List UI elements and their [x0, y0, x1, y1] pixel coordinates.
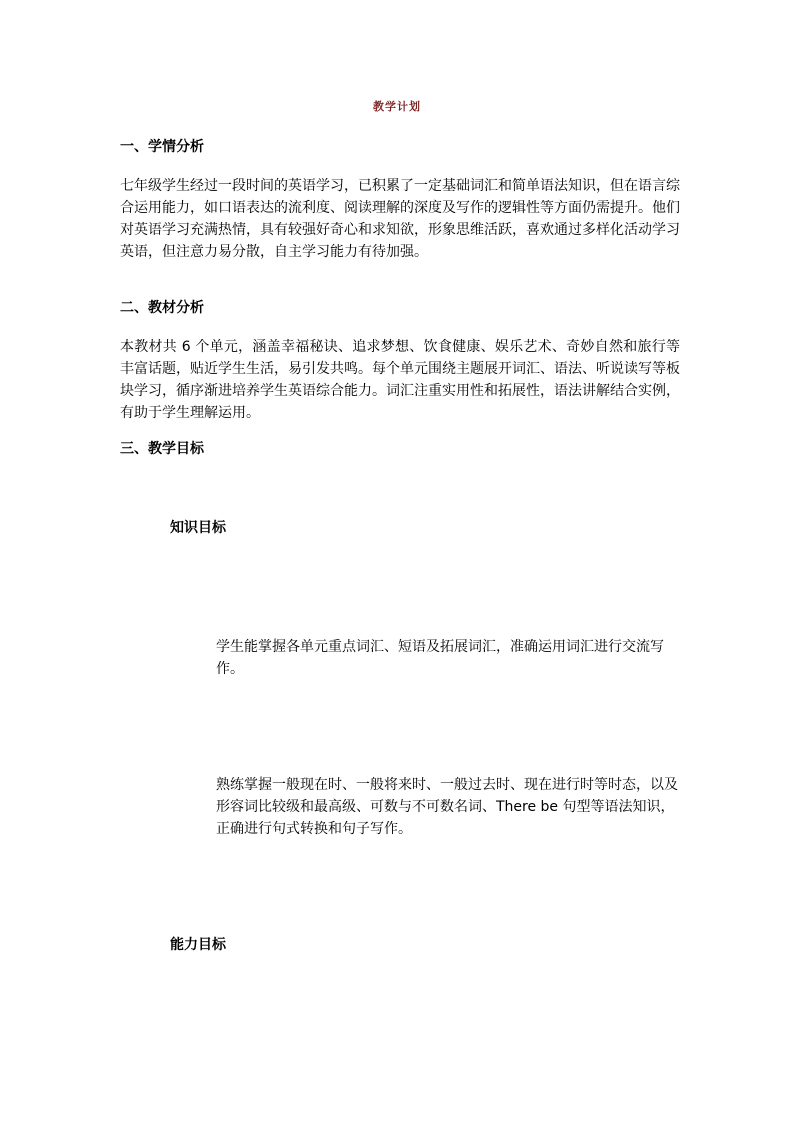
knowledge-goal-vocabulary: 学生能掌握各单元重点词汇、短语及拓展词汇，准确运用词汇进行交流写作。: [216, 639, 664, 677]
section-heading-textbook-analysis: 二、教材分析: [120, 300, 204, 316]
subheading-ability-goals: 能力目标: [170, 937, 226, 953]
section-heading-teaching-goals: 三、教学目标: [120, 441, 204, 457]
section-heading-learning-analysis: 一、学情分析: [120, 139, 204, 155]
document-title: 教学计划: [373, 100, 421, 113]
section-paragraph-learning-analysis: 七年级学生经过一段时间的英语学习，已积累了一定基础词汇和简单语法知识，但在语言综合运用能力，如口语表达的流利度、阅读理解的深度及写作的逻辑性等方面仍需提升。他们对英语学习充满热情，具有较强好奇心和求知欲，形象思维活跃，喜欢通过多样化活动学习英语，但注意力易分散，自主学习能力有待加强。: [120, 178, 680, 260]
subheading-knowledge-goals: 知识目标: [170, 520, 226, 536]
knowledge-goal-grammar: 熟练掌握一般现在时、一般将来时、一般过去时、现在进行时等时态，以及形容词比较级和最高级、可数与不可数名词、There be 句型等语法知识，正确进行句式转换和句子写作。: [216, 777, 678, 837]
section-paragraph-textbook-analysis: 本教材共 6 个单元，涵盖幸福秘诀、追求梦想、饮食健康、娱乐艺术、奇妙自然和旅行等丰富话题，贴近学生生活，易引发共鸣。每个单元围绕主题展开词汇、语法、听说读写等板块学习，循序渐进培养学生英语综合能力。词汇注重实用性和拓展性，语法讲解结合实例，有助于学生理解运用。: [120, 339, 680, 421]
